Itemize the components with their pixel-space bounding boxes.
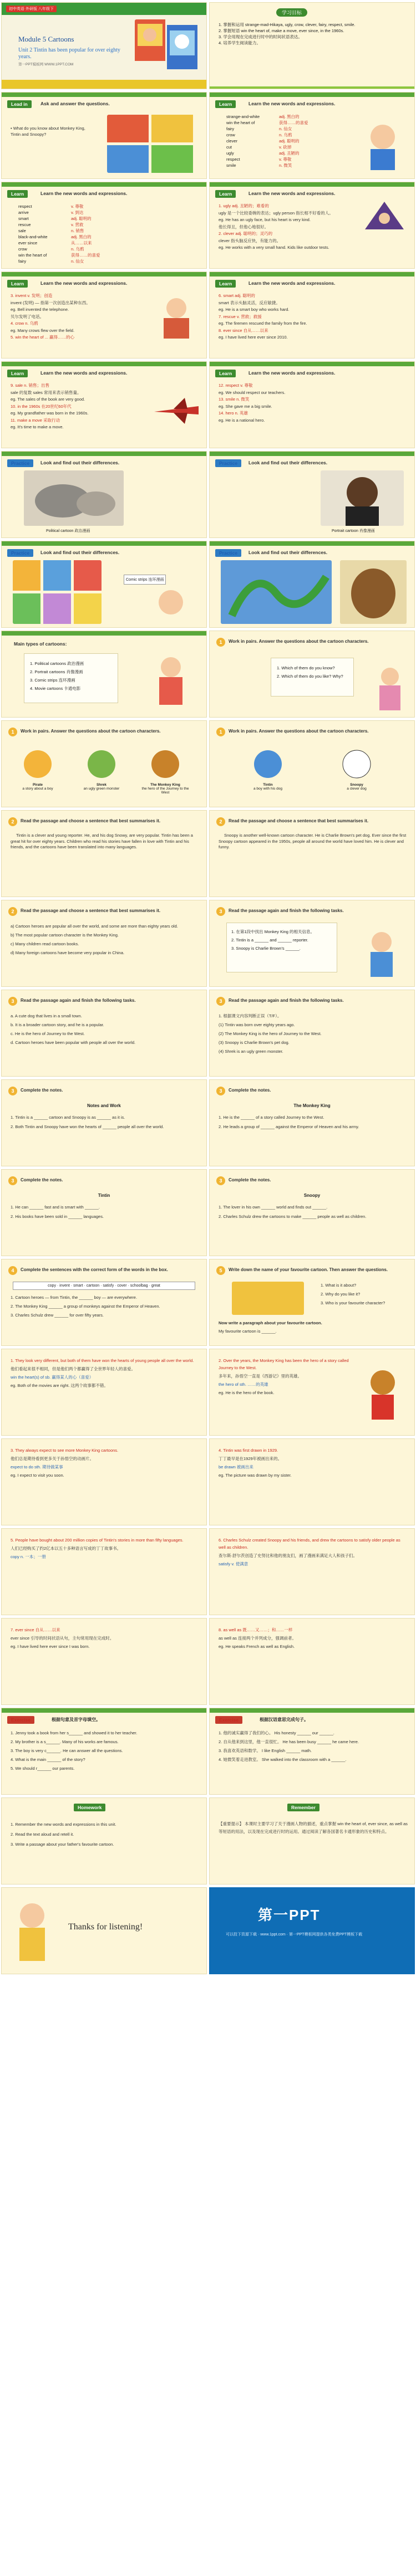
slide-header-bar xyxy=(2,631,206,636)
explanation-text: 3. invent v. 发明；创造 invent (发明) — 指第一次创造出某种东西。 eg. Bell invented the telephone. 贝尔发明了电话。 4. crow n. 乌鸦 eg. Many crows flew over the field. 5. win the heart of ... 赢得……的心 xyxy=(11,293,90,340)
step-number: 1 xyxy=(216,638,225,647)
option-item[interactable]: c) Many children read cartoon books. xyxy=(11,941,79,946)
types-list xyxy=(24,653,118,703)
vocab-row: win the heart of 获得……的喜爱 xyxy=(18,253,100,258)
learn-slide-5[interactable] xyxy=(209,272,415,359)
row-1 xyxy=(0,2,416,89)
step-number: 3 xyxy=(8,1087,17,1095)
task-title: Read the passage again and finish the following tasks. xyxy=(21,998,136,1003)
row-5 xyxy=(0,361,416,448)
thanks-message: Thanks for listening! xyxy=(68,1922,143,1932)
explanation-text: 9. sale n. 销售；出售 sale 的复数 sales 常用来表示销售量。 eg. The sales of the book are very good. 10. in the 1960s 在20世纪60年代 eg. My grandfather was born in the 1960s. 11. make a move 采取行动 eg. It's time to make a move. xyxy=(11,383,89,429)
row-16 xyxy=(0,1349,416,1436)
slide-header-bar xyxy=(210,182,414,187)
leadin-slide[interactable] xyxy=(1,92,207,179)
slide-title: 根据汉语意思完成句子。 xyxy=(260,1717,308,1722)
task-title: Complete the notes. xyxy=(21,1088,63,1093)
monkey-king-image xyxy=(140,747,190,781)
write-slide[interactable] xyxy=(209,1259,415,1346)
row-12 xyxy=(0,990,416,1077)
slide-header-bar xyxy=(2,93,206,97)
slide-header-bar xyxy=(2,541,206,546)
learn-slide-4[interactable] xyxy=(1,272,207,359)
character-image xyxy=(13,747,63,781)
vocab-row: crow n. 乌鸦 xyxy=(18,247,84,252)
slide-title: Learn the new words and expressions. xyxy=(248,370,336,376)
leadin-question: • What do you know about Monkey King, Tintin and Snoopy? xyxy=(11,126,85,137)
task-title: Read the passage again and finish the following tasks. xyxy=(229,998,344,1003)
goal-item: 4. 培养学生阅读能力。 xyxy=(219,40,261,45)
vocab-row: strange-and-white adj. 黑白的 xyxy=(226,114,300,119)
read-slide-6[interactable] xyxy=(209,990,415,1077)
step-number: 4 xyxy=(8,1266,17,1275)
section-tag: Learn xyxy=(215,100,236,108)
slide-title: Look and find out their differences. xyxy=(40,460,120,465)
slide-title: Learn the new words and expressions. xyxy=(40,191,128,196)
language-point: 5. People have bought about 200 million copies of Tintin's stories in more than fifty languages. 人们已经购买了约2亿本以五十多种语言写成的丁丁故事书。 copy n. 一本；一册 xyxy=(11,1538,184,1559)
complete-slide-5[interactable] xyxy=(1,1259,207,1346)
module-title: Module 5 Cartoons xyxy=(18,35,74,43)
goal-item: 3. 学会用现在完成进行时中的时间状语表达。 xyxy=(219,34,302,39)
thanks-slide[interactable] xyxy=(1,1887,207,1974)
slide-header-bar xyxy=(2,1708,206,1713)
vocab-row: rescue v. 营救 xyxy=(18,222,84,227)
task-title: Read the passage again and finish the following tasks. xyxy=(229,908,344,913)
row-9 xyxy=(0,720,416,807)
row-17 xyxy=(0,1438,416,1525)
word-box: copy · invent · smart · cartoon · satisfy · cover · schoolbag · great xyxy=(13,1282,195,1290)
type-item: 3. Comic strips 连环漫画 xyxy=(30,678,75,683)
section-tag: Learn xyxy=(215,370,236,377)
passage-text: Tintin is a clever and young reporter. He, and his dog Snowy, are very popular. Tintin has been a great hit for over eighty years. Children who read his stories have fallen in love with Tintin and his friends, and the cartoons have been translated into many languages. xyxy=(11,833,193,849)
learn-slide-2[interactable] xyxy=(1,182,207,269)
notes-lines: 1. The lover in his own ______ world and finds out ______. 2. Charles Schulz drew the cartoons to make ______ people as well as children. xyxy=(219,1205,367,1219)
section-tag: Remember xyxy=(287,1804,319,1811)
task-title: Read the passage and choose a sentence that best summarises it. xyxy=(21,908,161,913)
cartoon-collage-image xyxy=(107,115,196,173)
cartoon-image xyxy=(232,1282,304,1315)
language-point: 2. Over the years, the Monkey King has been the hero of a story called Journey to the West. 多年来，孙悟空一直是《西游记》里的英雄。 the hero of sth. ……的英雄 eg. He is the hero of the book. xyxy=(219,1358,349,1395)
image-caption: Political cartoon 政治漫画 xyxy=(46,529,90,533)
vocab-row: fairy n. 仙女 xyxy=(226,126,292,131)
write-questions: 1. What is it about? 2. Why do you like it? 3. Who is your favourite character? xyxy=(321,1283,385,1305)
row-7 xyxy=(0,541,416,628)
unit-title: Unit 2 Tintin has been popular for over eighty years. xyxy=(18,47,120,60)
student-image xyxy=(359,928,404,978)
brand-subtitle: 可以投下资源下载 · www.1ppt.com · 第一PPT模板网提供各类免费PPT模板下载 xyxy=(226,1933,363,1937)
practice-slide-2[interactable] xyxy=(209,451,415,538)
type-item: 2. Portrait cartoons 肖像漫画 xyxy=(30,669,83,674)
row-13 xyxy=(0,1079,416,1166)
step-number: 2 xyxy=(8,907,17,916)
task-title: Read the passage and choose a sentence that best summarises it. xyxy=(21,818,161,823)
language-point: 4. Tintin was first drawn in 1929. 丁丁最早是在1929年被画出来的。 be drawn 被画出来 eg. The picture was drawn by my sister. xyxy=(219,1448,292,1478)
notes-lines: 1. He is the ______ of a story called Journey to the West. 2. He leads a group of ______ against the Emperor of Heaven and his army. xyxy=(219,1115,359,1129)
notes-lines: 1. Tintin is a ______ cartoon and Snoopy is as ______ as it is. 2. Both Tintin and Snoopy have won the hearts of ______ people all over the world. xyxy=(11,1115,164,1129)
complete-slide-3[interactable] xyxy=(1,1169,207,1256)
complete-slide-2[interactable] xyxy=(209,1079,415,1166)
task-title: Work in pairs. Answer the questions about the cartoon characters. xyxy=(229,639,369,644)
notes-heading: The Monkey King xyxy=(293,1103,331,1108)
section-tag: Practice xyxy=(215,549,241,557)
lang-slide-7[interactable] xyxy=(1,1618,207,1705)
slide-title: Look and find out their differences. xyxy=(248,460,328,465)
row-4 xyxy=(0,272,416,359)
slide-header-bar xyxy=(210,541,414,546)
exercise-slide-1[interactable] xyxy=(1,1708,207,1795)
tintin-image xyxy=(243,747,293,781)
monkey-king-image xyxy=(359,1366,407,1421)
slide-title: Learn the new words and expressions. xyxy=(248,101,336,106)
slide-header-bar xyxy=(2,272,206,276)
logo-background xyxy=(209,1887,415,1974)
section-tag: Exercise xyxy=(7,1716,34,1724)
section-tag: Learn xyxy=(7,280,28,288)
vocab-list xyxy=(226,114,348,168)
section-tag: Lead in xyxy=(7,100,32,108)
slide-title: Look and find out their differences. xyxy=(40,550,120,555)
read-slide-5[interactable] xyxy=(1,990,207,1077)
option-item[interactable]: d) Many foreign cartoons have become very popular in China. xyxy=(11,950,125,955)
lang-slide-2[interactable] xyxy=(209,1349,415,1436)
task-title: Work in pairs. Answer the questions about the cartoon characters. xyxy=(229,729,369,734)
step-number: 3 xyxy=(216,997,225,1006)
vocab-row: win the heart of 获得……的喜爱 xyxy=(226,120,308,125)
language-point: 1. They look very different, but both of them have won the hearts of young people all over the world. 他们看起来很不相同，但是他们两个都赢得了全世界年轻人的喜爱。 win the heart(s) of sb. 赢得某人的心（喜爱） eg. Both of the movies are right. 这两个故事都不错。 xyxy=(11,1358,194,1388)
exercise-lines: 1. 他的诚实赢得了我们的心。 His honesty ______ our ______. 2. 自从他来到这里，他一直很忙。 He has been busy ______ he came here. 3. 我喜欢英语和数学。 I like English ______ math. 4. 她微笑着走进教室。 She walked into the classroom with a ______. xyxy=(219,1730,359,1762)
read-slide-1[interactable] xyxy=(1,810,207,897)
slide-title: Learn the new words and expressions. xyxy=(248,280,336,286)
learn-slide-1[interactable] xyxy=(209,92,415,179)
write-note: Now write a paragraph about your favourite cartoon. xyxy=(219,1320,322,1325)
section-tag: Homework xyxy=(74,1804,105,1811)
type-item: 1. Political cartoons 政治漫画 xyxy=(30,661,84,666)
task-title: Complete the notes. xyxy=(229,1177,271,1182)
step-number: 3 xyxy=(8,997,17,1006)
goals-heading: 学习目标 xyxy=(276,8,307,17)
notes-heading: Tintin xyxy=(98,1193,110,1198)
slide-title: Learn the new words and expressions. xyxy=(40,370,128,376)
work-slide-1[interactable] xyxy=(209,631,415,718)
vocab-row: fairy n. 仙女 xyxy=(18,259,84,264)
shrek-image xyxy=(77,747,126,781)
remember-slide[interactable] xyxy=(209,1797,415,1884)
political-cartoon-image xyxy=(24,470,124,526)
task-card: 1. 在第1段中找出 Monkey King 的相关信息。 2. Tintin is a ______ and ______ reporter. 3. Snoopy is Charlie Brown's ______. xyxy=(226,923,337,972)
row-10 xyxy=(0,810,416,897)
section-tag: Learn xyxy=(215,190,236,198)
language-point: 7. ever since 自从……以来 ever since 引导的时间状语从句，主句常用现在完成时。 eg. I have lived here ever since I was born. xyxy=(11,1627,114,1649)
snoopy-image xyxy=(332,747,382,781)
read-slide-2[interactable] xyxy=(209,810,415,897)
task-title: Write down the name of your favourite cartoon. Then answer the questions. xyxy=(229,1267,388,1272)
portrait-cartoon-image xyxy=(321,470,404,526)
notes-lines: 1. He can ______ fast and is smart with ______. 2. His books have been sold in ______ languages. xyxy=(11,1205,104,1219)
character-caption: Pirate a story about a boy xyxy=(22,783,53,791)
step-number: 3 xyxy=(8,1176,17,1185)
step-number: 5 xyxy=(216,1266,225,1275)
character-caption: Snoopy a clever dog xyxy=(347,783,367,791)
homework-list: 1. Remember the new words and expressions in this unit. 2. Read the text aloud and retell it. 3. Write a passage about your father's favourite cartoon. xyxy=(11,1822,116,1847)
cartoon-film-image xyxy=(221,560,332,624)
complete-slide-1[interactable] xyxy=(1,1079,207,1166)
lang-slide-1[interactable] xyxy=(1,1349,207,1436)
learn-slide-6[interactable] xyxy=(1,361,207,448)
cover-slide[interactable] xyxy=(1,2,207,89)
vocab-row: black-and-white adj. 黑白的 xyxy=(18,234,92,239)
row-11 xyxy=(0,900,416,987)
student-image xyxy=(146,653,196,709)
girl-cartoon-image xyxy=(7,1899,57,1965)
airplane-image xyxy=(151,395,201,426)
read-slide-3[interactable] xyxy=(1,900,207,987)
comic-strip-image xyxy=(13,560,102,624)
task-title: Complete the sentences with the correct form of the words in the box. xyxy=(21,1267,168,1272)
cartoon-books-image xyxy=(135,19,199,75)
notes-heading: Notes and Work xyxy=(87,1103,121,1108)
option-item[interactable]: b) The most popular cartoon character is the Monkey King. xyxy=(11,933,119,938)
row-19 xyxy=(0,1618,416,1705)
complete-slide-4[interactable] xyxy=(209,1169,415,1256)
read-slide-4[interactable] xyxy=(209,900,415,987)
cover-bottom-band xyxy=(2,80,207,89)
step-number: 3 xyxy=(216,1176,225,1185)
homework-slide[interactable] xyxy=(1,1797,207,1884)
section-tag: Practice xyxy=(215,459,241,467)
slide-header-bar xyxy=(2,452,206,456)
step-number: 2 xyxy=(8,817,17,826)
explanation-text: 6. smart adj. 聪明的 smart 表示头脑灵活，反应敏捷。 eg. He is a smart boy who works hard. 7. rescue v. 营救；救援 eg. The firemen rescued the family from the fire. 8. ever since 自从……以来 eg. I have lived here ever since 2010. xyxy=(219,293,307,340)
slide-title: 根据句意及首字母填空。 xyxy=(52,1717,100,1722)
section-tag: Learn xyxy=(215,280,236,288)
section-tag: Exercise xyxy=(215,1716,242,1724)
slide-header-bar xyxy=(210,362,414,366)
step-number: 1 xyxy=(8,728,17,736)
girl-image xyxy=(371,664,409,711)
task-lines: 1. 根据课文内容判断正误（T/F）。 (1) Tintin was born over eighty years ago. (2) The Monkey King is the hero of Journey to the West. (3) Snoopy is Charlie Brown's pet dog. (4) Shrek is an ugly green monster. xyxy=(219,1013,322,1054)
practice-slide-4[interactable] xyxy=(209,541,415,628)
row-22 xyxy=(0,1887,416,1974)
monster-image xyxy=(340,560,407,624)
image-caption: Portrait cartoon 肖像漫画 xyxy=(332,529,375,533)
work-slide-2[interactable] xyxy=(1,720,207,807)
vocab-row: ugly adj. 丑陋的 xyxy=(226,151,300,156)
language-point: 3. They always expect to see more Monkey King cartoons. 他们总是期待看到更多关于孙悟空的动画片。 expect to do sth. 期待做某事 eg. I expect to visit you soon. xyxy=(11,1448,119,1478)
section-tag: Learn xyxy=(7,370,28,377)
type-item: 4. Movie cartoons 卡通电影 xyxy=(30,686,81,691)
character-caption: Shrek an ugly green monster xyxy=(83,783,120,791)
logo-slide[interactable] xyxy=(209,1887,415,1974)
slide-header-bar xyxy=(210,452,414,456)
row-2 xyxy=(0,92,416,179)
explanation-text: 12. respect v. 尊敬 eg. We should respect our teachers. 13. smile n. 微笑 eg. She gave me a big smile. 14. hero n. 英雄 eg. He is a national hero. xyxy=(219,383,286,423)
vocab-row: smile n. 微笑 xyxy=(226,163,292,168)
vocab-row: clever adj. 聪明的 xyxy=(226,139,300,144)
task-title: Work in pairs. Answer the questions about the cartoon characters. xyxy=(21,729,161,734)
vocab-row: ever since 从……以来 xyxy=(18,240,92,245)
exercise-lines: 1. Jenny took a book from her s______ and showed it to her teacher. 2. My brother is a s______. Many of his works are famous. 3. The boy is very c______. He can answer all the questions. 4. What is the main ______ of the story? 5. We should r______ our parents. xyxy=(11,1730,138,1771)
language-point: 6. Charles Schulz created Snoopy and his friends, and drew the cartoons to satisfy older people as well as children. 查尔斯·舒尔茨创造了史努比和他的朋友们，画了漫画来满足大人和孩子们。 satisfy v. 使满意 xyxy=(219,1538,400,1566)
task-lines: a. A cute dog that lives in a small town. b. It is a broader cartoon story, and he is a popular. c. He is the hero of Journey to the West. d. Cartoon heroes have been popular with people all over the world. xyxy=(11,1013,136,1045)
section-tag: Learn xyxy=(7,190,28,198)
section-tag: Practice xyxy=(7,549,33,557)
slide-header-bar xyxy=(210,1708,414,1713)
goal-item: 1. 掌握和运用 strange-mad-Hikaya, ugly, crow, clever, fairy, respect, smile. xyxy=(219,22,356,27)
exercise-slide-2[interactable] xyxy=(209,1708,415,1795)
goal-item: 2. 掌握短语 win the heart of, make a move, ever since, in the 1960s. xyxy=(219,28,344,33)
slide-footer-bar xyxy=(210,86,414,89)
vocab-row: cut v. 砍掉 xyxy=(226,145,292,150)
cartoon-character-image xyxy=(146,586,196,622)
practice-slide-1[interactable] xyxy=(1,451,207,538)
slide-title: Main types of cartoons: xyxy=(14,641,67,647)
row-14 xyxy=(0,1169,416,1256)
language-point: 8. as well as 既……又……；和……一样 as well as 连接两个并列成分，强调前者。 eg. He speaks French as well as English. xyxy=(219,1627,297,1649)
slide-header-bar xyxy=(2,362,206,366)
goals-list xyxy=(219,22,407,46)
row-18 xyxy=(0,1528,416,1615)
vocab-row: crow n. 乌鸦 xyxy=(226,132,292,137)
lang-slide-4[interactable] xyxy=(209,1438,415,1525)
question-card: 1. Which of them do you know? 2. Which of them do you like? Why? xyxy=(271,658,354,697)
passage-text: Snoopy is another well-known cartoon character. He is Charlie Brown's pet dog. Ever since the first Snoopy cartoon appeared in the 1950s, people all around the world have loved him. He is clever and funny. xyxy=(219,833,407,849)
vocab-row: respect v. 尊敬 xyxy=(226,157,292,162)
brand-logo: 第一PPT xyxy=(258,1907,321,1923)
sentence-lines: 1. Cartoon heroes — from Tintin, the ______ boy — are everywhere. 2. The Monkey King ______ a group of monkeys against the Emperor of Heaven. 3. Charles Schulz drew ______ for over fifty years. xyxy=(11,1295,160,1318)
row-20 xyxy=(0,1708,416,1795)
step-number: 3 xyxy=(216,1087,225,1095)
image-caption: Comic strips 连环漫画 xyxy=(124,575,166,585)
remember-text: 【重要提示】 本课时主要学习了关于漫画人物的描述，重点掌握 win the heart of, ever since, as well as 等短语的用法，以及现在完成进行时的运用。通过阅读了解各国著名卡通形象的历史和特点。 xyxy=(219,1821,408,1834)
course-badge: 初中英语 外研版 八年级下 xyxy=(6,6,57,12)
types-slide[interactable] xyxy=(1,631,207,718)
slide-title: Ask and answer the questions. xyxy=(40,101,110,106)
character-caption: Tintin a boy with his dog xyxy=(253,783,283,791)
character-caption: The Monkey King the hero of the Journey to the West xyxy=(141,783,189,795)
options-list xyxy=(11,923,200,958)
option-item[interactable]: a) Cartoon heroes are popular all over the world, and some are more than eighty years old. xyxy=(11,924,178,929)
lang-slide-8[interactable] xyxy=(209,1618,415,1705)
goals-slide[interactable] xyxy=(209,2,415,89)
vocab-list xyxy=(18,203,140,264)
cover-bg xyxy=(2,3,207,89)
lang-slide-5[interactable] xyxy=(1,1528,207,1615)
slide-header-bar xyxy=(210,272,414,276)
write-starter: My favourite cartoon is ______. xyxy=(219,1329,277,1334)
cartoon-boy-image xyxy=(359,120,407,170)
step-number: 3 xyxy=(216,907,225,916)
explanation-text: 1. ugly adj. 丑陋的；难看的 ugly 是一个比较委婉的表达；ugly person 指长相不好看的人。 eg. He has an ugly face, but his heart is very kind. 他长得丑，但他心地很好。 2. clever adj. 聪明的；灵巧的 clever 指头脑反应快，有能力的。 eg. He works with a very small hand. Kids like outdoor tests. xyxy=(219,203,333,250)
lang-slide-3[interactable] xyxy=(1,1438,207,1525)
slide-header-bar xyxy=(2,182,206,187)
witch-image xyxy=(359,199,409,232)
ppt-source: 第一PPT模板网 WWW.1PPT.COM xyxy=(18,63,74,66)
row-21 xyxy=(0,1797,416,1884)
vocab-row: arrive v. 到达 xyxy=(18,210,84,215)
section-tag: Practice xyxy=(7,459,33,467)
slide-title: Learn the new words and expressions. xyxy=(40,280,128,286)
task-title: Complete the notes. xyxy=(229,1088,271,1093)
task-title: Complete the notes. xyxy=(21,1177,63,1182)
work-slide-3[interactable] xyxy=(209,720,415,807)
slide-title: Look and find out their differences. xyxy=(248,550,328,555)
learn-slide-3[interactable] xyxy=(209,182,415,269)
slide-header-bar xyxy=(210,93,414,97)
vocab-row: respect v. 尊敬 xyxy=(18,204,84,209)
teacher-image xyxy=(151,294,201,339)
lang-slide-6[interactable] xyxy=(209,1528,415,1615)
practice-slide-3[interactable] xyxy=(1,541,207,628)
row-15 xyxy=(0,1259,416,1346)
row-6 xyxy=(0,451,416,538)
row-3 xyxy=(0,182,416,269)
notes-heading: Snoopy xyxy=(303,1193,321,1198)
vocab-row: sale n. 销售 xyxy=(18,228,84,233)
step-number: 2 xyxy=(216,817,225,826)
slide-title: Learn the new words and expressions. xyxy=(248,191,336,196)
vocab-row: smart adj. 聪明的 xyxy=(18,216,92,221)
step-number: 1 xyxy=(216,728,225,736)
task-title: Read the passage and choose a sentence that best summarises it. xyxy=(229,818,369,823)
learn-slide-7[interactable] xyxy=(209,361,415,448)
row-8 xyxy=(0,631,416,718)
